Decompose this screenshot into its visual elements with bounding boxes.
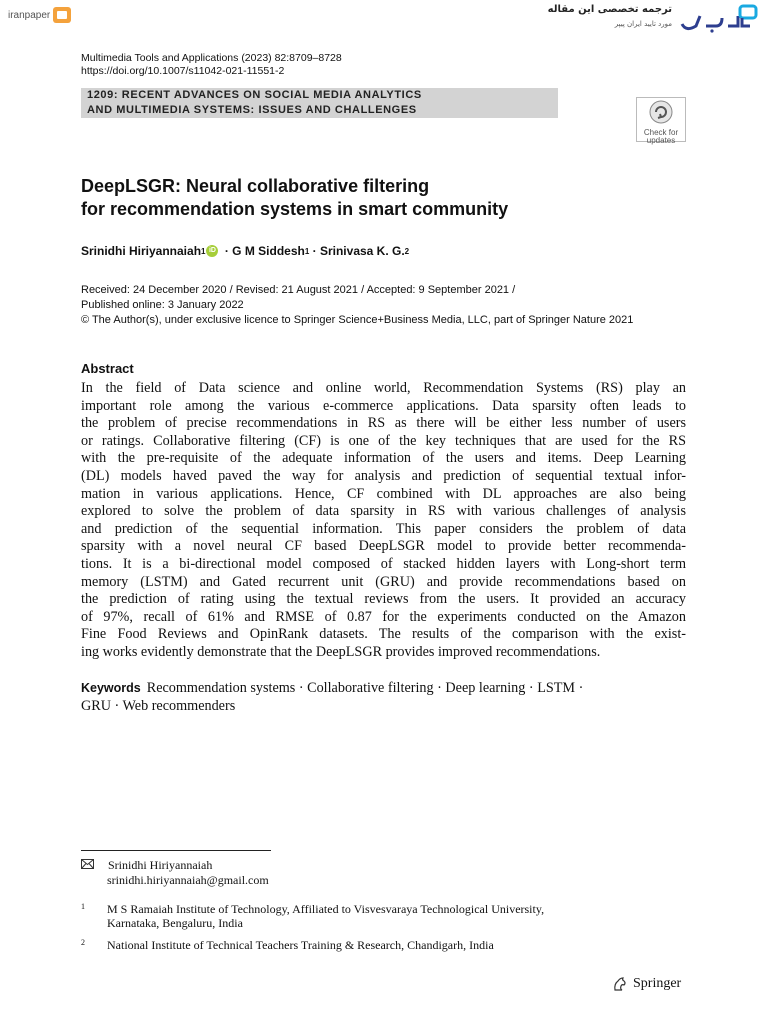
springer-logo — [612, 976, 681, 992]
check-updates-icon — [649, 100, 673, 124]
title-line-2: for recommendation systems in smart community — [81, 199, 509, 219]
check-for-updates-badge[interactable] — [636, 97, 686, 145]
section-line-1: 1209: RECENT ADVANCES ON SOCIAL MEDIA ANALYTICS — [87, 89, 422, 101]
abstract-line: important role among the various e-commerce applications. Data sparsity often leads to — [81, 397, 686, 414]
abstract-line: sparsity with a novel neural CF based DeepLSGR model to provide better recommenda- — [81, 538, 686, 555]
iranpaper-label: iranpaper — [8, 9, 51, 21]
section-banner — [81, 88, 558, 118]
journal-info — [81, 52, 342, 78]
affiliation-footnote-1 — [81, 902, 681, 930]
abstract-line: mation in various applications. Hence, CF combined with DL approaches are also being — [81, 485, 686, 502]
abstract-line: memory (LSTM) and Gated recurrent unit (GRU) and provide recommendations based on — [81, 573, 686, 590]
journal-citation: Multimedia Tools and Applications (2023) 82:8709–8728 — [81, 52, 342, 64]
persian-line-1: ترجمه تخصصی این مقاله — [547, 4, 672, 15]
abstract-line: with the pre-requisite of the adequate information of the users and items. Deep Learning — [81, 450, 686, 467]
iranpaper-logo — [8, 4, 71, 26]
tarjomano-logo-icon — [676, 2, 760, 34]
check-updates-line-2: updates — [646, 136, 676, 145]
author-affiliation-sup: 1 — [201, 246, 206, 256]
keywords-block — [81, 680, 691, 715]
springer-label: Springer — [633, 976, 682, 991]
footnote-number: 2 — [81, 938, 85, 947]
author-name[interactable]: Srinivasa K. G. — [319, 244, 405, 258]
publication-dates — [81, 283, 721, 328]
abstract-line: or ratings. Collaborative filtering (CF) is one of the key techniques that are used for the RS — [81, 432, 686, 449]
corresponding-author — [81, 858, 269, 888]
springer-horse-icon — [612, 976, 628, 992]
corresponding-email[interactable]: srinidhi.hiriyannaiah@gmail.com — [107, 873, 269, 887]
affiliation-line: National Institute of Technical Teachers Training & Research, Chandigarh, India — [107, 938, 494, 952]
author-separator: · — [309, 244, 320, 258]
abstract-line: of 97%, recall of 61% and RMSE of 0.87 for the experiments conducted on the Amazon — [81, 608, 686, 625]
author-separator: · — [221, 244, 233, 258]
author-list — [81, 244, 409, 258]
orcid-icon[interactable]: iD — [206, 245, 218, 257]
abstract-line: (DL) models haved paved the way for analysis and prediction of sequential textual infor- — [81, 467, 686, 484]
title-line-1: DeepLSGR: Neural collaborative filtering — [81, 176, 430, 196]
abstract-line: explored to solve the problem of data sparsity in RS with various challenges of analysis — [81, 503, 686, 520]
paper-title — [81, 175, 681, 221]
section-line-2: AND MULTIMEDIA SYSTEMS: ISSUES AND CHALLENGES — [87, 104, 417, 116]
abstract-line: ing works evidently demonstrate that the DeepLSGR provides improved recommendations. — [81, 643, 601, 660]
copyright-line: © The Author(s), under exclusive licence to Springer Science+Business Media, LLC, part of Springer Nature 2021 — [81, 314, 634, 326]
persian-line-2: مورد تایید ایران پیپر — [614, 20, 672, 28]
corresponding-name: Srinidhi Hiriyannaiah — [108, 858, 213, 872]
author-affiliation-sup: 1 — [304, 246, 310, 256]
abstract-line: Fine Food Reviews and OpinRank datasets. The results of the comparison with the exist- — [81, 626, 686, 643]
footnote-number: 1 — [81, 902, 85, 911]
footnote-divider — [81, 850, 271, 851]
iranpaper-icon — [53, 7, 71, 23]
author-affiliation-sup: 2 — [404, 246, 410, 256]
keywords-heading: Keywords — [81, 681, 141, 695]
affiliation-footnote-2 — [81, 938, 681, 952]
abstract-line: and prediction of the sequential information. This paper considers the problem of data — [81, 520, 686, 537]
abstract-body — [81, 380, 686, 662]
abstract-line: In the field of Data science and online world, Recommendation Systems (RS) play an — [81, 380, 686, 396]
keywords-line-1: Recommendation systems · Collaborative filtering · Deep learning · LSTM · — [146, 680, 584, 696]
author-name[interactable]: G M Siddesh — [232, 244, 305, 258]
abstract-line: the prediction of rating using the textual reviews from the users. It provided an accuracy — [81, 591, 686, 608]
author-name[interactable]: Srinidhi Hiriyannaiah — [81, 244, 202, 258]
dates-line-1: Received: 24 December 2020 / Revised: 21 August 2021 / Accepted: 9 September 2021 / — [81, 284, 516, 296]
affiliation-line: M S Ramaiah Institute of Technology, Affiliated to Visvesvaraya Technological University, — [107, 902, 545, 916]
envelope-icon — [81, 858, 99, 873]
affiliation-line: Karnataka, Bengaluru, India — [107, 916, 243, 930]
keywords-line-2: GRU · Web recommenders — [81, 697, 236, 714]
abstract-line: tions. It is a bi-directional model composed of stacked hidden layers with Long-short term — [81, 555, 686, 572]
abstract-line: the problem of precise recommendations in RS as there will be either less number of users — [81, 415, 686, 432]
persian-watermark — [548, 4, 672, 28]
abstract-heading: Abstract — [81, 361, 134, 376]
doi-link[interactable]: https://doi.org/10.1007/s11042-021-11551-2 — [81, 65, 285, 77]
check-updates-line-1: Check for — [643, 128, 679, 137]
dates-line-2: Published online: 3 January 2022 — [81, 299, 244, 311]
